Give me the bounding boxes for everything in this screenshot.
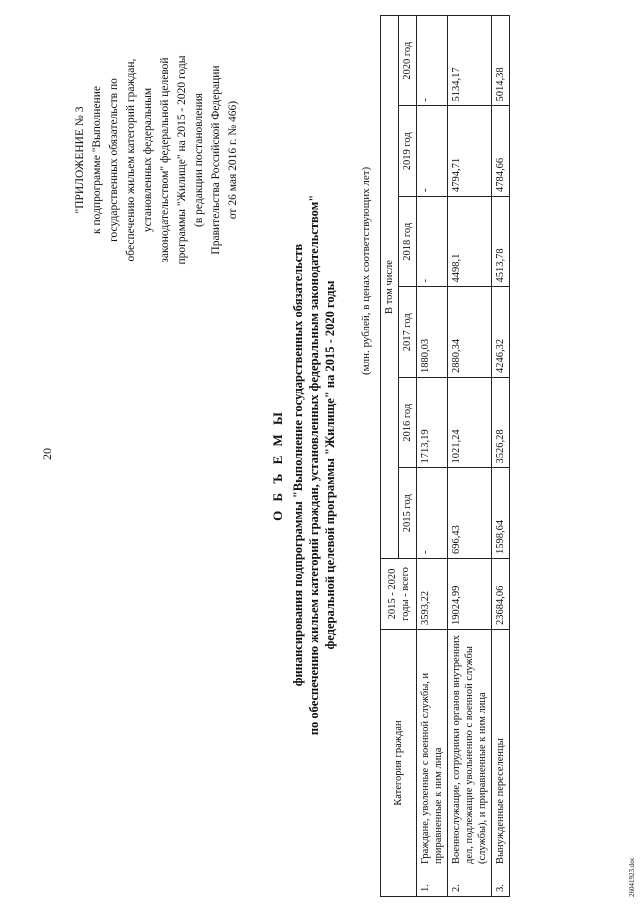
row-value: - [417,16,448,107]
row-value: - [417,197,448,288]
header-category: Категория граждан [381,630,417,897]
header-total: 2015 - 2020 годы - всего [381,559,417,630]
appendix-line: законодательством" федеральной целевой [159,57,171,263]
appendix-line: от 26 мая 2016 г. № 466) [227,100,239,220]
row-category: Вынужденные переселенцы [492,630,510,869]
row-total: 3593,22 [417,559,448,630]
header-year: 2015 год [399,468,417,559]
table-row [492,16,510,897]
appendix-line: (в редакции постановления [193,93,205,227]
table-row [417,16,448,897]
heading-title: О Б Ъ Е М Ы [270,409,285,521]
document-id: 26041923.doc [628,857,636,897]
appendix-line: программы "Жилище" на 2015 - 2020 годы [176,55,188,265]
header-including: В том числе [381,16,399,559]
appendix-note [72,10,242,310]
row-category: Граждане, уволенные с военной службы, и приравненные к ним лица [417,630,448,869]
header-year: 2016 год [399,378,417,469]
appendix-line: "ПРИЛОЖЕНИЕ № 3 [74,106,86,214]
appendix-line: обеспечению жильем категорий граждан, [125,58,137,262]
row-value: 4794,71 [448,106,492,197]
page-number: 20 [40,448,54,460]
row-number: 1. [417,868,448,897]
row-value: 3526,28 [492,378,510,469]
header-year: 2020 год [399,16,417,107]
header-year: 2019 год [399,106,417,197]
volumes-table [380,15,510,897]
row-value: 1598,64 [492,468,510,559]
row-value: - [417,468,448,559]
row-value: 5134,17 [448,16,492,107]
heading-line: финансирования подпрограммы "Выполнение государственных обязательств [291,243,305,687]
row-number: 3. [492,868,510,897]
heading-line: по обеспечению жильем категорий граждан, установленных федеральным законодательством" [307,194,321,736]
row-total: 19024,99 [448,559,492,630]
units-note: (млн. рублей, в ценах соответствующих лет) [360,166,372,375]
row-value: 2880,34 [448,287,492,378]
row-value: 4246,32 [492,287,510,378]
row-value: 4498,1 [448,197,492,288]
row-number: 2. [448,868,492,897]
appendix-line: государственных обязательств по [108,78,120,242]
heading-line: федеральной целевой программы "Жилище" на 2015 - 2020 годы [323,280,337,650]
appendix-line: Правительства Российской Федерации [210,65,222,255]
header-year: 2017 год [399,287,417,378]
header-year: 2018 год [399,197,417,288]
row-value: 4513,78 [492,197,510,288]
row-value: 1021,24 [448,378,492,469]
row-value: 5014,38 [492,16,510,107]
row-value: 1880,03 [417,287,448,378]
row-value: 696,43 [448,468,492,559]
table-row [448,16,492,897]
row-value: 1713,19 [417,378,448,469]
row-value: - [417,106,448,197]
appendix-line: к подпрограмме "Выполнение [91,86,103,234]
row-value: 4784,66 [492,106,510,197]
row-category: Военнослужащие, сотрудники органов внутренних дел, подлежащие увольнению с военной службы (службы), и приравненные к ним лица [448,630,492,869]
table-header-row [381,16,399,897]
row-total: 23684,06 [492,559,510,630]
document-heading [270,145,338,785]
appendix-line: установленных федеральным [142,87,154,233]
